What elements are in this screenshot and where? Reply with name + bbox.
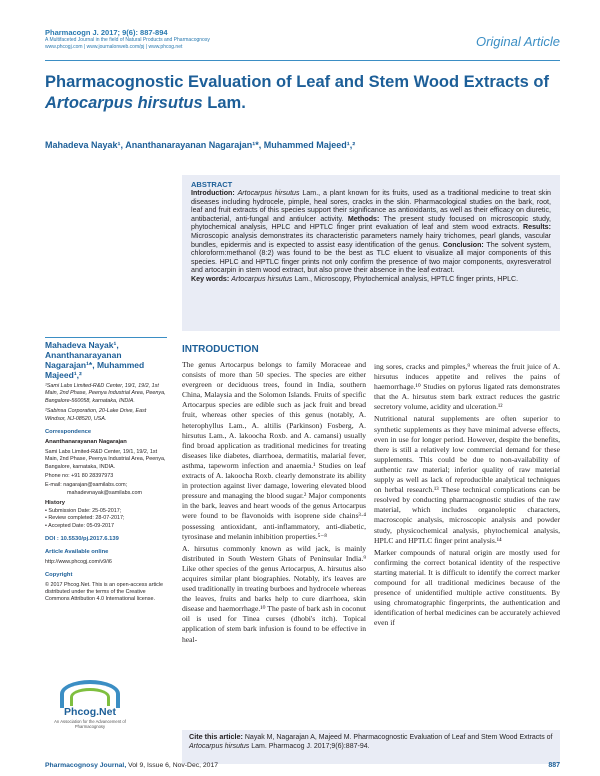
history-item: • Review completed: 28-07-2017;	[45, 515, 167, 522]
article-url-link[interactable]: http://www.phcogj.com/v9/i6	[45, 558, 112, 565]
sidebar-divider-top	[45, 337, 167, 338]
abstract-box	[182, 175, 560, 331]
article-type: Original Article	[475, 34, 560, 49]
abstract-text	[191, 189, 551, 275]
correspondence-name: Ananthanarayanan Nagarajan	[45, 439, 127, 446]
header-divider	[45, 60, 560, 61]
copyright-text: © 2017 Phcog.Net. This is an open-access article distributed under the terms of the Creative Commons Attribution 4.0 International license.	[45, 581, 164, 603]
title-suffix: Lam.	[202, 94, 246, 112]
cite-text: Nayak M, Nagarajan A, Majeed M. Pharmacognostic Evaluation of Leaf and Stem Wood Extracts of	[242, 734, 553, 741]
cite-this-article-box	[182, 730, 560, 764]
abstract-results-text: Microscopic analysis demonstrates its characteristic parameters namely hairy trichomes, pearl glands, vascular bundles, epidermis and is expected to assist easy identification of the genus.	[191, 231, 551, 249]
affiliation-2: ²Sabinsa Corporation, 20-Lake Drive, East Windsor, NJ-08520, USA.	[45, 408, 147, 422]
journal-header	[45, 28, 465, 51]
title-line1: Pharmacognostic Evaluation of Leaf and Stem Wood Extracts of	[45, 73, 549, 91]
intro-paragraph-4: Nutritional natural supplements are often superior to synthetic supplements as they have minimal adverse effects, even in use for longer period. However, despite the benefits, there is still a relatively low commercial demand for these supplements. This could be due to non-availability of authentic raw material; inferior quality of raw material supply as well as lack of reproducible analytical techniques on herbal research.¹³ These technical complications can be resolved by conducting pharmacognostic studies of the raw material, which includes organoleptic characters, macroscopic analysis, microscopic analysis and powder study, physicochemical analysis, phytochemical analysis, HPLC and HPTLC finger print analysis.¹⁴	[374, 414, 560, 545]
correspondence-email[interactable]: E-mail: nagarajan@samilabs.com;	[45, 482, 128, 489]
keywords-text: Lam., Microscopy, Phytochemical analysis, HPTLC finger prints, HPLC.	[292, 274, 519, 283]
footer-issue: Vol 9, Issue 6, Nov-Dec, 2017	[126, 762, 219, 769]
abstract-methods-text: The present study focused on microscopic study, phytochemical analysis, HPLC and HPTLC finger print evaluation of leaf and stem wood extracts.	[191, 214, 551, 232]
sidebar	[45, 340, 167, 604]
correspondence-heading: Correspondence	[45, 429, 92, 436]
introduction-heading: INTRODUCTION	[182, 344, 259, 355]
journal-links[interactable]: www.phcogj.com | www.journalonweb.com/pj | www.phcog.net	[45, 44, 183, 50]
sidebar-authors: Mahadeva Nayak¹, Ananthanarayanan Nagarajan¹*, Muhammed Majeed¹,²	[45, 340, 145, 380]
page-number: 887	[548, 762, 560, 769]
cite-tail: Lam. Pharmacog J. 2017;9(6):887-94.	[249, 742, 370, 750]
correspondence-address: Sami Labs Limited-R&D Center, 19/1, 19/2, 1st Main, 2nd Phase, Peenya Industrial Area, Peenya, Bangalore, karnataka, INDIA.	[45, 448, 166, 470]
abstract-conclusion-text: The solvent system, chloroform:methanol (8:2) was found to be the best as TLC eluent to visualize all major components of this species. HPLC and HPTLC finger prints not only confirm the presence of two major components, oxyresveratrol and artocarpin in stem wood extract, but also prove their absence in the leaf extract.	[191, 240, 551, 275]
history-item: • Submission Date: 25-05-2017;	[45, 508, 167, 515]
footer-journal	[45, 762, 218, 769]
cite-species: Artocarpus hirsutus	[189, 742, 250, 750]
doi[interactable]: DOI : 10.5530/pj.2017.6.139	[45, 535, 119, 542]
copyright-heading: Copyright	[45, 572, 73, 579]
abstract-results-label: Results:	[523, 223, 551, 232]
keywords-label: Key words:	[191, 274, 230, 283]
author-list: Mahadeva Nayak¹, Ananthanarayanan Nagarajan¹*, Muhammed Majeed¹,²	[45, 140, 356, 150]
cite-label: Cite this article:	[189, 732, 243, 741]
intro-paragraph-1: The genus Artocarpus belongs to family Moraceae and consists of more than 50 species. The species are either evergreen or deciduous trees, found in India, southern China, Malaysia and the Solomon Islands. Fruits of specific Artocarpus species are edible such as jack fruit and bread fruit, whereas other species of this genus (notably, A. heterophyllus Lam., A. altilis (Parkinson) Fosberg, A. hirsutus Lam., A. lakoocha Roxb. and A. camansi) usually find broad application as traditional medicines for treating diseases like diabetes, diarrhoea, dermatitis, malarial fever, asthma, tapeworm infection and anaemia.¹ Studies on leaf extracts of A. lakoocha Roxb. clearly demonstrate its ability in protection against liver damage, lowering elevated blood pressure and managing the blood sugar.² Major components in the bark, leaves and heart woods of the genus Artocarpus were found to be flavonoids with isoprene side chains³·⁴ possessing antioxidant, anti-inflammatory, anti-diabetic, tyrosinase and melanin inhibition properties.⁵⁻⁸	[182, 360, 366, 541]
logo-text: Phcog.Net	[64, 706, 116, 718]
history-item: • Accepted Date: 05-09-2017	[45, 523, 167, 530]
logo-subtitle: An Association for the Advancement of Pharmacognosy	[54, 719, 126, 729]
intro-paragraph-3: ing sores, cracks and pimples,⁹ whereas the fruit juice of A. hirsutus induces appetite and relives the pains of haemorrhage.¹⁰ Studies on pylorus ligated rats demonstrates that the A. hirsutus stem bark extract reduces the gastric secretory volume, acidity and ulceration.¹²	[374, 362, 560, 412]
intro-paragraph-2: A. hirsutus commonly known as wild jack, is mainly distributed in South Western Ghats of Peninsular India.⁹ Like other species of the genus Artocarpus, A. hirsutus also acquires similar plant biographies. Notably, it's leaves are used traditionally in treating burboes and hydrocele whereas the leaves, fruits and barks help to cure diarrhoea, skin disease and haemorrhage.¹⁰ The paste of bark ash in coconut oil is used for Tinea curses (dhobi's itch). Topical application of stem bark infusion is found to be effective in heal-	[182, 543, 366, 644]
abstract-intro-label: Introduction:	[191, 189, 235, 197]
phcog-net-logo	[50, 680, 130, 728]
abstract-heading: ABSTRACT	[191, 180, 233, 189]
history-heading: History	[45, 500, 65, 507]
affiliation-1: ¹Sami Labs Limited-R&D Center, 19/1, 19/2, 1st Main, 2nd Phase, Peenya Industrial Area, Peenya, Bangalore-560058, karnataka, INDIA.	[45, 383, 166, 404]
logo-arc-green	[70, 688, 110, 706]
article-title	[45, 72, 565, 114]
journal-citation: Pharmacogn J. 2017; 9(6): 887-894	[45, 28, 168, 37]
body-column-2	[374, 362, 560, 630]
correspondence-phone: Phone no: +91 80 28397973	[45, 473, 114, 480]
abstract-methods-label: Methods:	[347, 214, 380, 223]
abstract-conclusion-label: Conclusion:	[442, 240, 484, 249]
footer-journal-name: Pharmacognosy Journal,	[45, 762, 127, 769]
journal-tagline: A Multifaceted Journal in the field of Natural Products and Pharmacognosy	[45, 37, 210, 43]
keywords-species: Artocarpus hirsutus	[231, 274, 293, 283]
correspondence-email-2[interactable]: mahadevnayak@samilabs.com	[67, 489, 142, 496]
keywords	[191, 275, 551, 284]
intro-paragraph-5: Marker compounds of natural origin are mostly used for confirming the correct botanical identity of the respective starting material. It is difficult to identify the correct marker compound for all traditional medicines because of the presence of unidentified multiple active constituents. By using chromatographic fingerprints, the authentication and identification of herbal medicines can be accurately achieved even if	[374, 547, 560, 628]
title-species: Artocarpus hirsutus	[45, 94, 203, 112]
body-column-1	[182, 360, 366, 647]
article-available-heading: Article Available online	[45, 549, 109, 556]
history-list	[45, 508, 167, 530]
abstract-intro-species: Artocarpus hirsutus	[237, 189, 300, 197]
abstract-intro-text: Lam., a plant known for its fruits, used as a traditional medicine to treat skin diseases including hydrocele, pimple, heal sores, cracks in the skin. Pharmacological studies on the bark, root, leaf and fruit extracts of this species support their significance as antioxidants, as well as their efficacy on diuretic, antibacterial, anti-fungal and antiulcer activity.	[191, 189, 551, 223]
